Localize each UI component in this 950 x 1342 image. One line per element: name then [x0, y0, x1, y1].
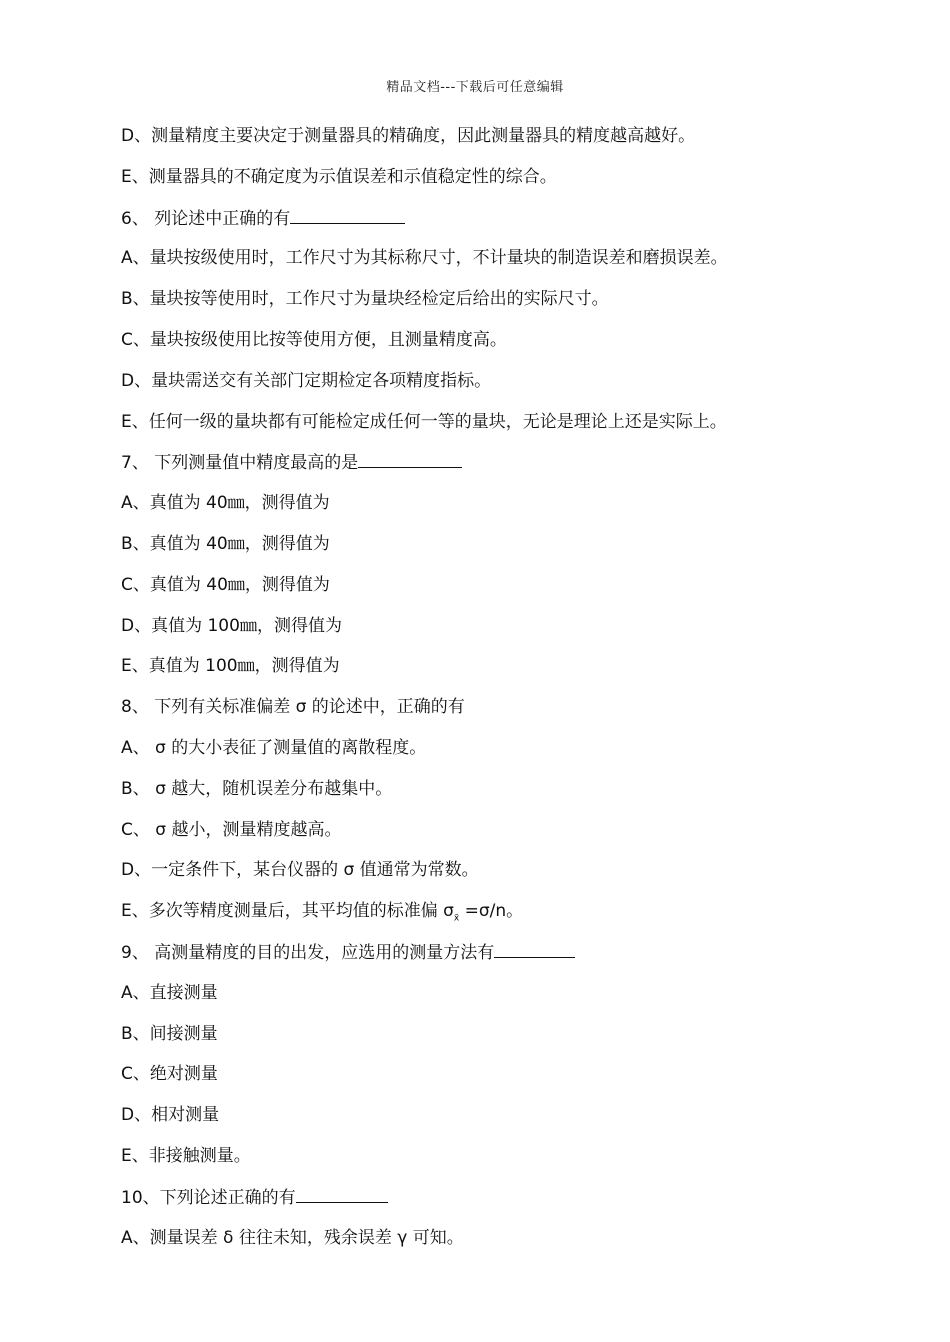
text-line: [121, 245, 930, 286]
line-text: D、一定条件下，某台仪器的 σ 值通常为常数。: [121, 860, 479, 881]
text-line: [121, 1143, 930, 1184]
text-line: [121, 1184, 930, 1225]
text-line: [121, 327, 930, 368]
line-text: B、 σ 越大，随机误差分布越集中。: [121, 778, 393, 799]
text-line: [121, 531, 930, 572]
line-text: D、测量精度主要决定于测量器具的精确度，因此测量器具的精度越高越好。: [121, 126, 696, 146]
line-text: B、量块按等使用时，工作尺寸为量块经检定后给出的实际尺寸。: [121, 289, 609, 310]
line-text: B、真值为 40㎜，测得值为: [121, 533, 330, 554]
line-text: 6、 列论述中正确的有: [121, 208, 291, 229]
line-text: A、量块按级使用时，工作尺寸为其标称尺寸，不计量块的制造误差和磨损误差。: [121, 248, 728, 269]
text-line: [121, 368, 930, 409]
answer-blank: [290, 205, 405, 224]
text-line: [121, 1021, 930, 1062]
line-text: A、直接测量: [121, 982, 218, 1003]
text-line: [121, 1225, 930, 1266]
text-line: [121, 164, 930, 205]
line-text: A、测量误差 δ 往往未知，残余误差 γ 可知。: [121, 1227, 464, 1248]
text-line: [121, 286, 930, 327]
answer-blank: [358, 449, 462, 468]
text-line: [121, 123, 930, 164]
text-line: [121, 572, 930, 613]
text-line: [121, 776, 930, 817]
text-line: [121, 817, 930, 858]
text-line: [121, 613, 930, 654]
line-text: A、 σ 的大小表征了测量值的离散程度。: [121, 737, 427, 758]
line-text: E、测量器具的不确定度为示值误差和示值稳定性的综合。: [121, 166, 557, 187]
line-text: 7、 下列测量值中精度最高的是: [121, 453, 359, 474]
line-text: C、真值为 40㎜，测得值为: [121, 574, 330, 595]
line-text: C、绝对测量: [121, 1064, 218, 1085]
text-line: [121, 653, 930, 694]
line-text: D、真值为 100㎜，测得值为: [121, 615, 342, 636]
text-line: [121, 409, 930, 450]
line-text: B、间接测量: [121, 1023, 218, 1044]
text-line: [121, 490, 930, 531]
line-text: 10、下列论述正确的有: [121, 1187, 296, 1208]
text-line: [121, 980, 930, 1021]
answer-blank: [296, 1184, 388, 1203]
text-line: [121, 1061, 930, 1102]
line-text: 9、 高测量精度的目的出发，应选用的测量方法有: [121, 942, 495, 963]
line-text: D、相对测量: [121, 1105, 220, 1126]
text-line: [121, 205, 930, 246]
text-line: [121, 939, 930, 980]
text-line: [121, 735, 930, 776]
line-text: E、真值为 100㎜，测得值为: [121, 656, 340, 677]
subscript: x̄: [453, 913, 460, 924]
text-line: [121, 694, 930, 735]
page-header: 精品文档---下载后可任意编辑: [386, 80, 564, 95]
line-text-after: =σ/n。: [459, 901, 524, 922]
text-line: [121, 1102, 930, 1143]
line-text: E、任何一级的量块都有可能检定成任何一等的量块，无论是理论上还是实际上。: [121, 411, 727, 432]
text-line: [121, 898, 930, 939]
text-line: [121, 857, 930, 898]
line-text: A、真值为 40㎜，测得值为: [121, 493, 330, 514]
line-text: E、非接触测量。: [121, 1145, 251, 1166]
line-text: C、量块按级使用比按等使用方便，且测量精度高。: [121, 329, 507, 350]
line-text: E、多次等精度测量后，其平均值的标准偏 σ: [121, 901, 454, 922]
line-text: 8、 下列有关标准偏差 σ 的论述中，正确的有: [121, 697, 465, 718]
line-text: D、量块需送交有关部门定期检定各项精度指标。: [121, 370, 492, 391]
text-line: [121, 449, 930, 490]
answer-blank: [494, 939, 575, 958]
line-text: C、 σ 越小，测量精度越高。: [121, 819, 342, 840]
document-body: [121, 123, 930, 1265]
